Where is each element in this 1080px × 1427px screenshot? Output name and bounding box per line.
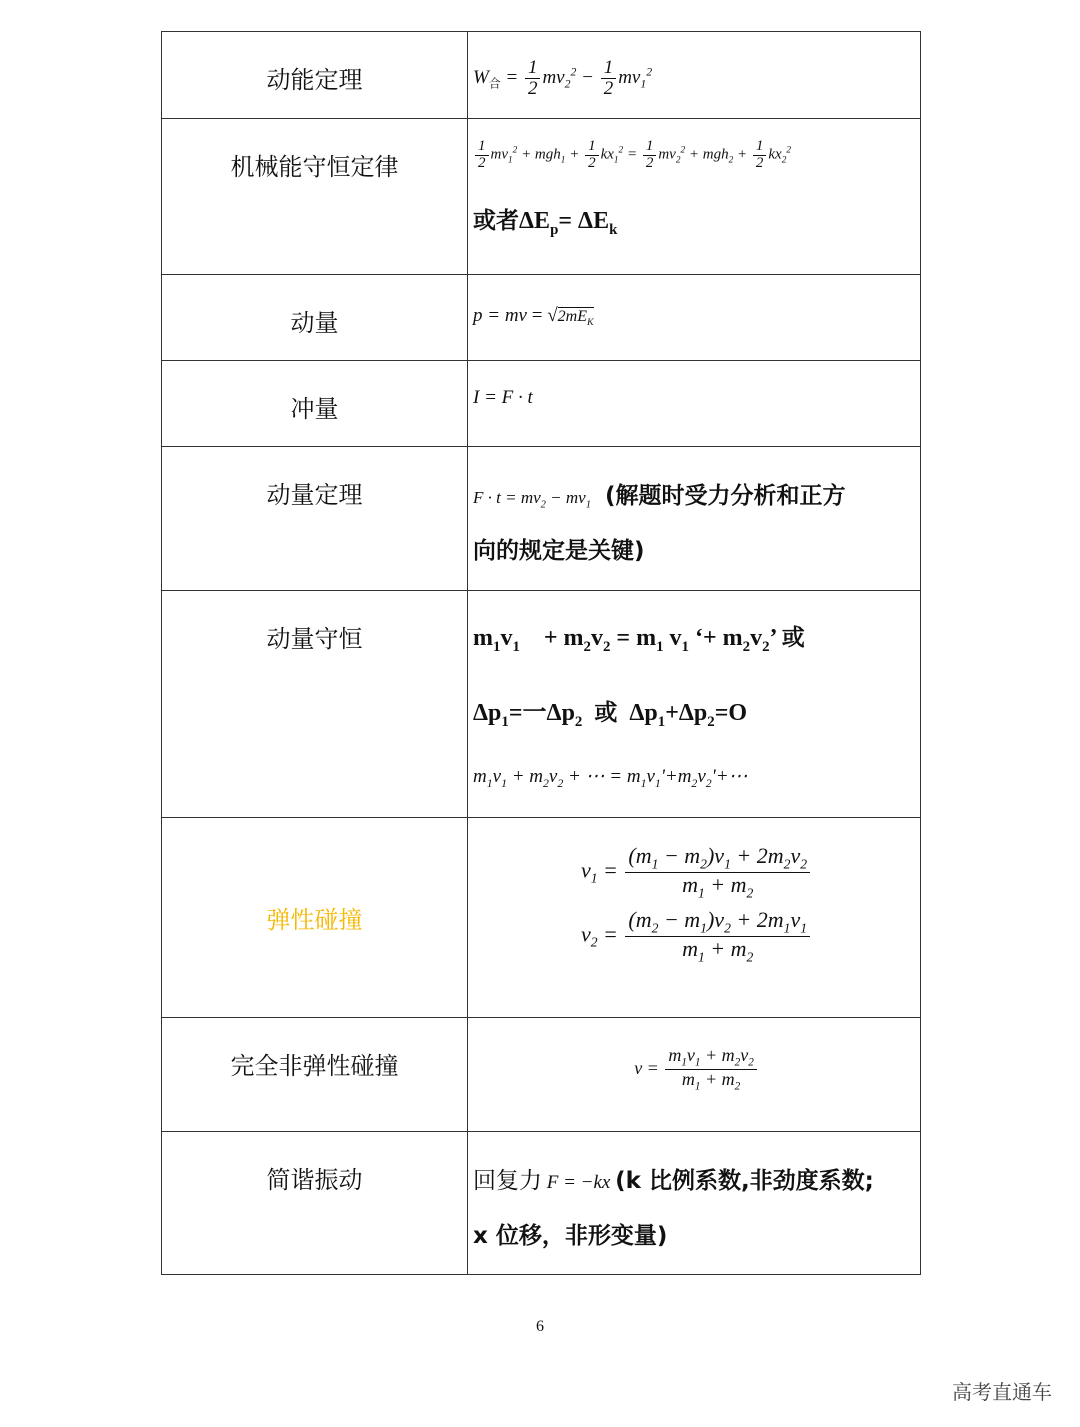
row-formula: v = $\frac{m_1v_1 + m_2v_2}{m_1 + m_2}$ [468,1018,921,1132]
row-name-highlighted: 弹性碰撞 [266,906,363,934]
row-name: 机械能守恒定律 [230,153,399,181]
row-formula: $F \cdot t = mv_2 - mv_1$ (解题时受力分析和正方 向的规定是关键) [468,447,921,591]
formula-table [161,31,921,1275]
row-formula: p = mv = $√2mE_K$ [468,275,921,361]
table-row [162,119,921,275]
row-name: 简谐振动 [266,1166,363,1194]
row-formula: $W_合$ = $\frac{1}{2}$ $mv_2^2$ − $\frac{1}{2}$ $mv_1^2$ [468,32,921,119]
row-name: 完全非弹性碰撞 [230,1052,399,1080]
table-row [162,361,921,447]
table-row [162,447,921,591]
row-formula: $m_1v_1$ + $m_2v_2 = m_1$ $v_1$ ‘+ $m_2v_2$’ 或 $\Delta p_1=$一$\Delta p_2$ 或 $\Delta p_1+\Delta p_2=O$ $m_1v_1 + m_2v_2$ + ⋯ = $m_1v_1'+m_2v_2'+\cdots$ [468,591,921,818]
page-number: 6 [536,1318,544,1335]
table-row [162,1018,921,1132]
table-row [162,32,921,119]
row-name: 动量 [290,309,339,337]
row-name: 动能定理 [266,66,363,94]
table-row [162,818,921,1018]
table-row [162,591,921,818]
table-row [162,275,921,361]
row-formula: I = F · t [468,361,921,447]
row-formula: 回复力 F = −kx (k 比例系数,非劲度系数; x 位移，非形变量) [468,1132,921,1275]
row-formula: $v_1$ = $\frac{(m_1 - m_2)v_1 + 2m_2v_2}{m_1 + m_2}$ $v_2$ = $\frac{(m_2 - m_1)v_2 + 2m_1v_1}{m_1 + m_2}$ [468,818,921,1018]
watermark: 高考直通车 [952,1380,1052,1404]
table-row [162,1132,921,1275]
row-formula: $\frac{1}{2}$ $mv_1^2 + mgh_1$ + $\frac{1}{2}$ $kx_1^2$ = $\frac{1}{2}$ $mv_2^2 + mgh_2$ + $\frac{1}{2}$ $kx_2^2$ 或者$\Delta E_p= \Delta E_k$ [468,119,921,275]
row-name: 动量定理 [266,481,363,509]
row-name: 动量守恒 [266,625,363,653]
row-name: 冲量 [290,395,339,423]
